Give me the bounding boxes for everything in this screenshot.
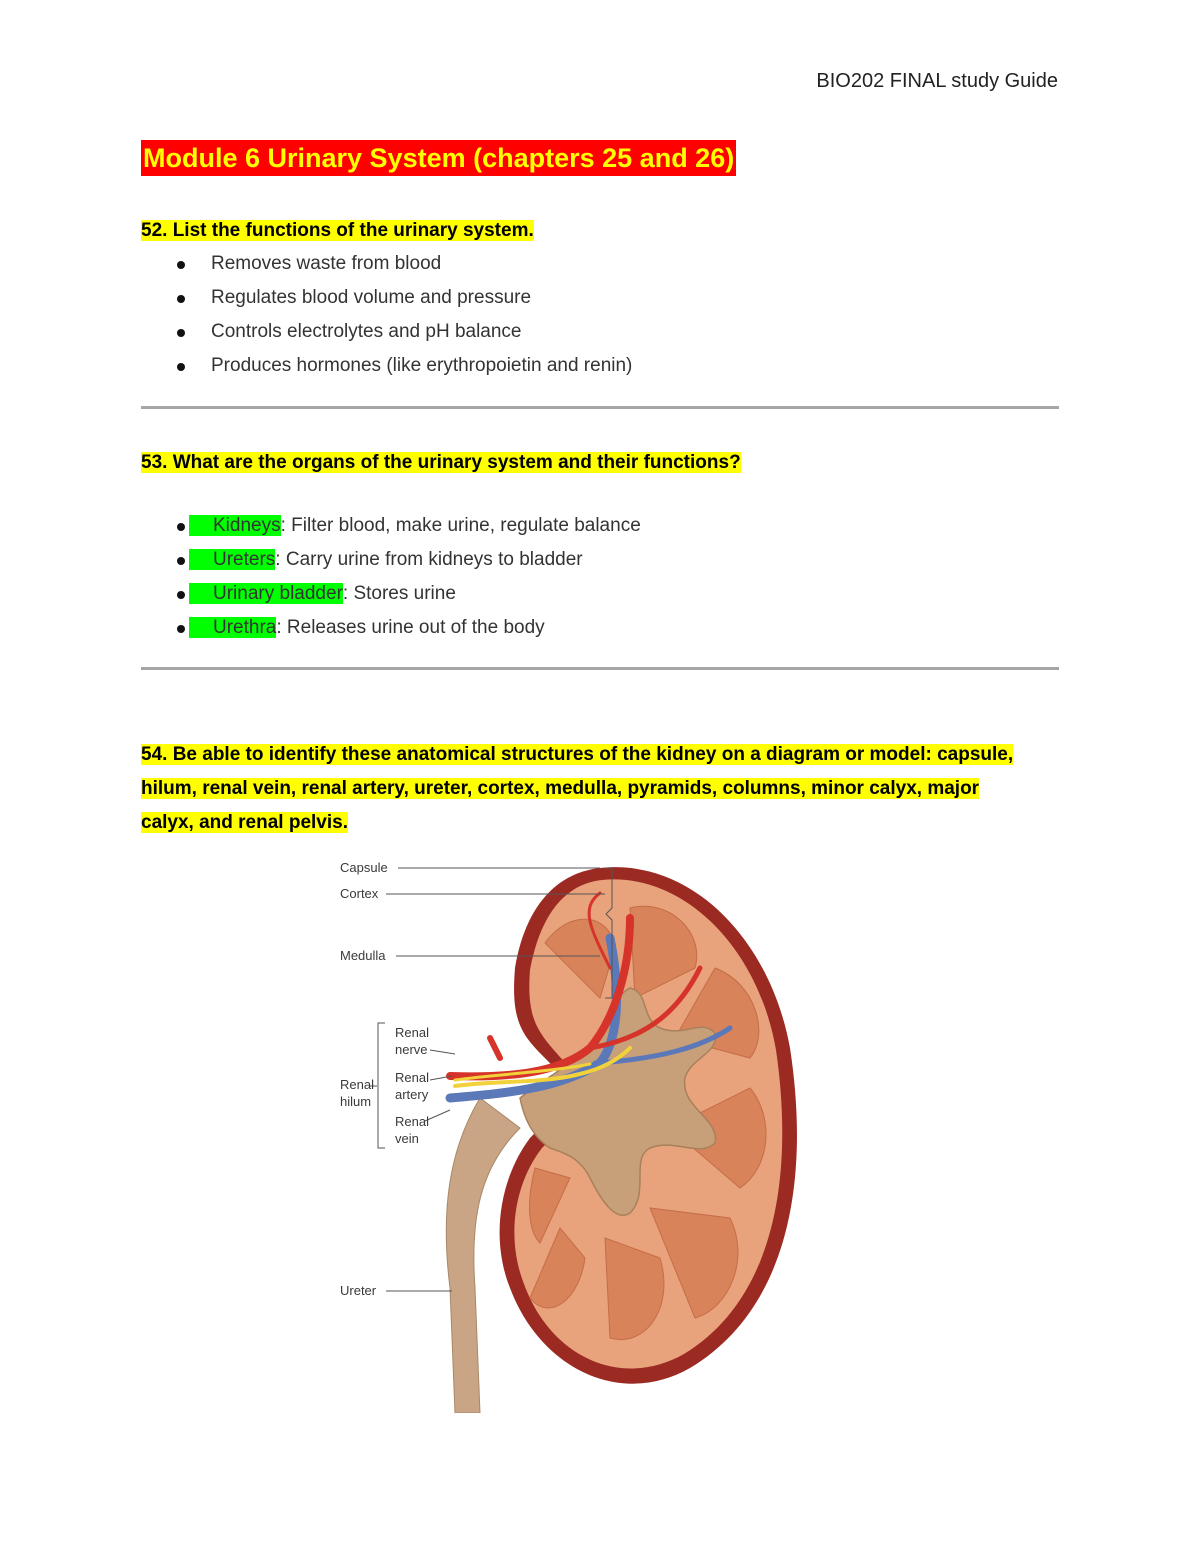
organ-term: Kidneys [189, 515, 281, 536]
question-54-line-3: calyx, and renal pelvis. [141, 812, 348, 833]
organ-term: Ureters [189, 549, 275, 570]
question-54-line-1: 54. Be able to identify these anatomical structures of the kidney on a diagram or model: capsule, [141, 744, 1014, 765]
organ-term: Urethra [189, 617, 276, 638]
q53-list [176, 512, 641, 648]
label-renal-nerve-2: nerve [395, 1042, 428, 1057]
bullet-icon [177, 625, 185, 633]
bullet-icon [177, 591, 185, 599]
list-item: Controls electrolytes and pH balance [176, 318, 632, 352]
label-renal-vein-2: vein [395, 1131, 419, 1146]
label-renal-nerve-1: Renal [395, 1025, 429, 1040]
bullet-icon [177, 261, 185, 269]
kidney-diagram [330, 848, 830, 1413]
list-item: Ureters: Carry urine from kidneys to bladder [176, 546, 641, 580]
label-renal-artery-2: artery [395, 1087, 429, 1102]
q52-list [176, 250, 632, 386]
bullet-icon [177, 557, 185, 565]
horizontal-divider [141, 406, 1059, 409]
horizontal-divider [141, 667, 1059, 670]
label-renal-artery-1: Renal [395, 1070, 429, 1085]
question-53 [141, 446, 741, 480]
list-item: Urethra: Releases urine out of the body [176, 614, 641, 648]
list-item: Regulates blood volume and pressure [176, 284, 632, 318]
label-renal-vein-1: Renal [395, 1114, 429, 1129]
list-item: Removes waste from blood [176, 250, 632, 284]
question-54-line-2: hilum, renal vein, renal artery, ureter, cortex, medulla, pyramids, columns, minor calyx, major [141, 778, 980, 799]
list-item: Produces hormones (like erythropoietin and renin) [176, 352, 632, 386]
label-medulla: Medulla [340, 948, 386, 963]
organ-term: Urinary bladder [189, 583, 343, 604]
label-ureter: Ureter [340, 1283, 377, 1298]
label-renal-hilum-2: hilum [340, 1094, 372, 1109]
label-capsule: Capsule [340, 860, 388, 875]
module-title: Module 6 Urinary System (chapters 25 and 26) [141, 140, 736, 176]
question-53-text: 53. What are the organs of the urinary system and their functions? [141, 452, 741, 473]
bullet-icon [177, 295, 185, 303]
bullet-icon [177, 363, 185, 371]
question-52 [141, 214, 534, 248]
list-item: Urinary bladder: Stores urine [176, 580, 641, 614]
label-renal-hilum-1: Renal [340, 1077, 374, 1092]
page-header: BIO202 FINAL study Guide [816, 70, 1058, 92]
label-cortex: Cortex [340, 886, 379, 901]
list-item: Kidneys: Filter blood, make urine, regulate balance [176, 512, 641, 546]
bullet-icon [177, 523, 185, 531]
bullet-icon [177, 329, 185, 337]
question-52-text: 52. List the functions of the urinary system. [141, 220, 534, 241]
